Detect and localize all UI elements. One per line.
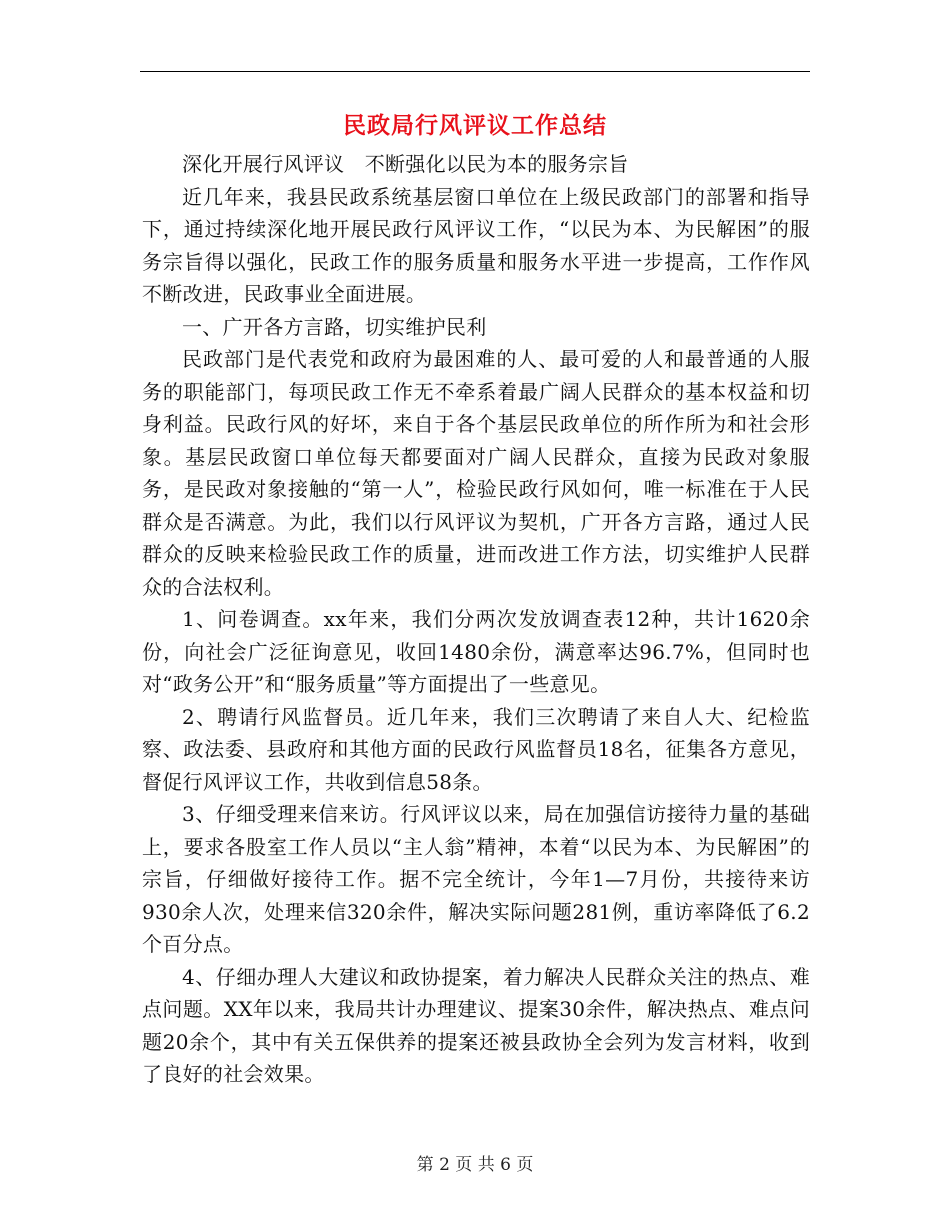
item-questionnaire: 1、问卷调查。xx年来，我们分两次发放调查表12种，共计1620余份，向社会广泛征询意见，收回1480余份，满意率达96.7%，但同时也对“政务公开”和“服务质量”等方面提出了一些意见。 [142,607,810,696]
page-number: 第 2 页 共 6 页 [416,1155,534,1175]
item-letters-visits: 3、仔细受理来信来访。行风评议以来，局在加强信访接待力量的基础上，要求各股室工作人员以“主人翁”精神，本着“以民为本、为民解困”的宗旨，仔细做好接待工作。据不完全统计，今年1—7月份，共接待来访930余人次，处理来信320余件，解决实际问题281例，重访率降低了6.2个百分点。 [142,802,810,956]
section-heading: 一、广开各方言路，切实维护民利 [182,314,487,339]
subtitle-paragraph: 深化开展行风评议 不断强化以民为本的服务宗旨 [182,152,629,176]
document-title: 民政局行风评议工作总结 [343,112,607,139]
document-body [142,148,810,1091]
body-paragraph: 民政部门是代表党和政府为最困难的人、最可爱的人和最普通的人服务的职能部门，每项民政工作无不牵系着最广阔人民群众的基本权益和切身利益。民政行风的好坏，来自于各个基层民政单位的所作所为和社会形象。基层民政窗口单位每天都要面对广阔人民群众，直接为民政对象服务，是民政对象接触的“第一人”，检验民政行风如何，唯一标准在于人民群众是否满意。为此，我们以行风评议为契机，广开各方言路，通过人民群众的反映来检验民政工作的质量，进而改进工作方法，切实维护人民群众的合法权利。 [142,347,810,599]
intro-paragraph: 近几年来，我县民政系统基层窗口单位在上级民政部门的部署和指导下，通过持续深化地开展民政行风评议工作，“以民为本、为民解困”的服务宗旨得以强化，民政工作的服务质量和服务水平进一步提高，工作作风不断改进，民政事业全面进展。 [142,184,810,306]
header-rule [140,71,810,72]
item-supervisors: 2、聘请行风监督员。近几年来，我们三次聘请了来自人大、纪检监察、政法委、县政府和其他方面的民政行风监督员18名，征集各方意见，督促行风评议工作，共收到信息58条。 [142,704,810,794]
item-proposals: 4、仔细办理人大建议和政协提案，着力解决人民群众关注的热点、难点问题。XX年以来，我局共计办理建议、提案30余件，解决热点、难点问题20余个，其中有关五保供养的提案还被县政协全会列为发言材料，收到了良好的社会效果。 [142,964,810,1086]
